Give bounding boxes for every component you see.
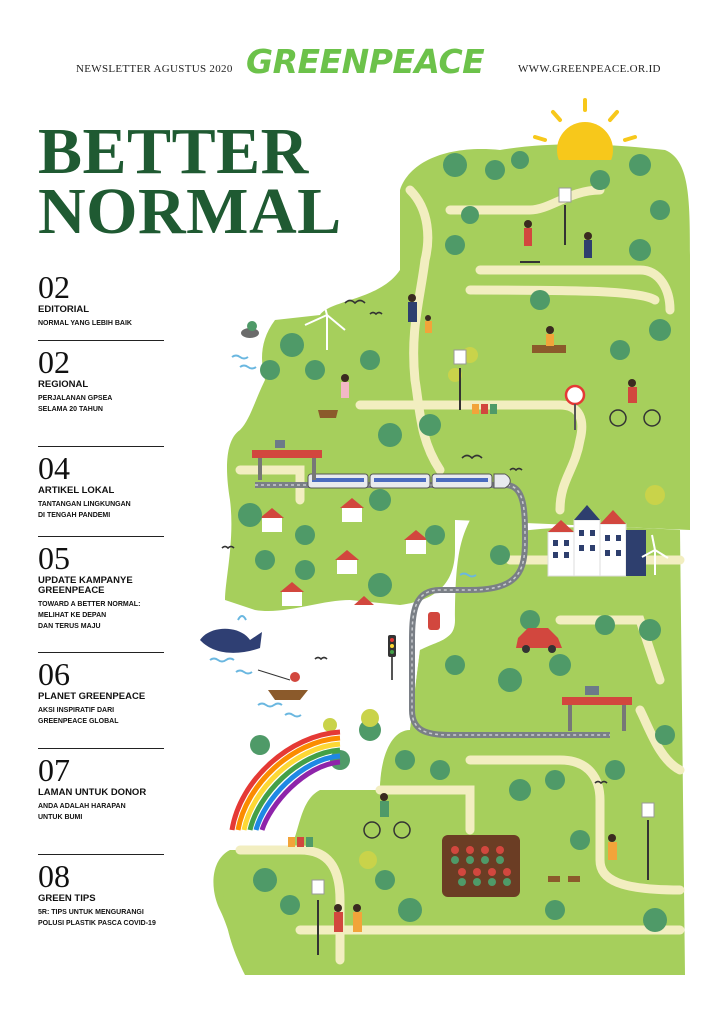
person-skater: [584, 232, 592, 258]
traffic-light-icon: [388, 635, 396, 680]
toc-section-subtitle: TOWARD A BETTER NORMAL: MELIHAT KE DEPAN DAN TERUS MAJU: [38, 601, 141, 630]
mailbox-icon: [428, 612, 440, 630]
boat-icon: [258, 670, 308, 700]
wave: [232, 356, 248, 359]
sun-icon: [535, 100, 635, 180]
bird-icon: [315, 658, 327, 660]
wave: [210, 659, 234, 662]
website-link[interactable]: WWW.GREENPEACE.OR.ID: [518, 63, 661, 75]
islet: [241, 321, 259, 338]
wave: [236, 671, 252, 674]
wave: [240, 366, 256, 369]
cover-title-line-1: BETTER: [38, 115, 309, 188]
toc-section-subtitle: ANDA ADALAH HARAPAN UNTUK BUMI: [38, 803, 126, 821]
toc-page-number: 08: [38, 858, 70, 894]
toc-page-number: 05: [38, 540, 70, 576]
toc-section-title: REGIONAL: [38, 379, 89, 390]
toc-page-number: 02: [38, 344, 70, 380]
toc-section-subtitle: PERJALANAN GPSEA SELAMA 20 TAHUN: [38, 395, 113, 413]
toc-section-title: EDITORIAL: [38, 304, 90, 315]
toc-section-subtitle: NORMAL YANG LEBIH BAIK: [38, 320, 132, 327]
toc-section-title: PLANET GREENPEACE: [38, 691, 146, 702]
toc-section-title: UPDATE KAMPANYE GREENPEACE: [38, 575, 133, 596]
toc-page-number: 07: [38, 752, 70, 788]
whale-icon: [200, 616, 262, 653]
toc-section-title: LAMAN UNTUK DONOR: [38, 787, 147, 798]
toc-page-number: 02: [38, 269, 70, 305]
greenpeace-logo[interactable]: GREENPEACE: [246, 42, 485, 81]
toc-page-number: 04: [38, 450, 70, 486]
toc-section-subtitle: 5R: TIPS UNTUK MENGURANGI POLUSI PLASTIK PASCA COVID-19: [38, 909, 156, 927]
toc-page-number: 06: [38, 656, 70, 692]
toc-section-title: ARTIKEL LOKAL: [38, 485, 115, 496]
toc-section-subtitle: TANTANGAN LINGKUNGAN DI TENGAH PANDEMI: [38, 501, 131, 519]
wave: [285, 714, 301, 717]
vegetable-garden: [442, 835, 520, 897]
toc-section-subtitle: AKSI INSPIRATIF DARI GREENPEACE GLOBAL: [38, 707, 119, 725]
newsletter-date: NEWSLETTER AGUSTUS 2020: [76, 63, 233, 75]
train: [308, 474, 510, 488]
cover-title-line-2: NORMAL: [38, 175, 342, 248]
wave: [258, 704, 282, 707]
toc-section-title: GREEN TIPS: [38, 893, 96, 904]
